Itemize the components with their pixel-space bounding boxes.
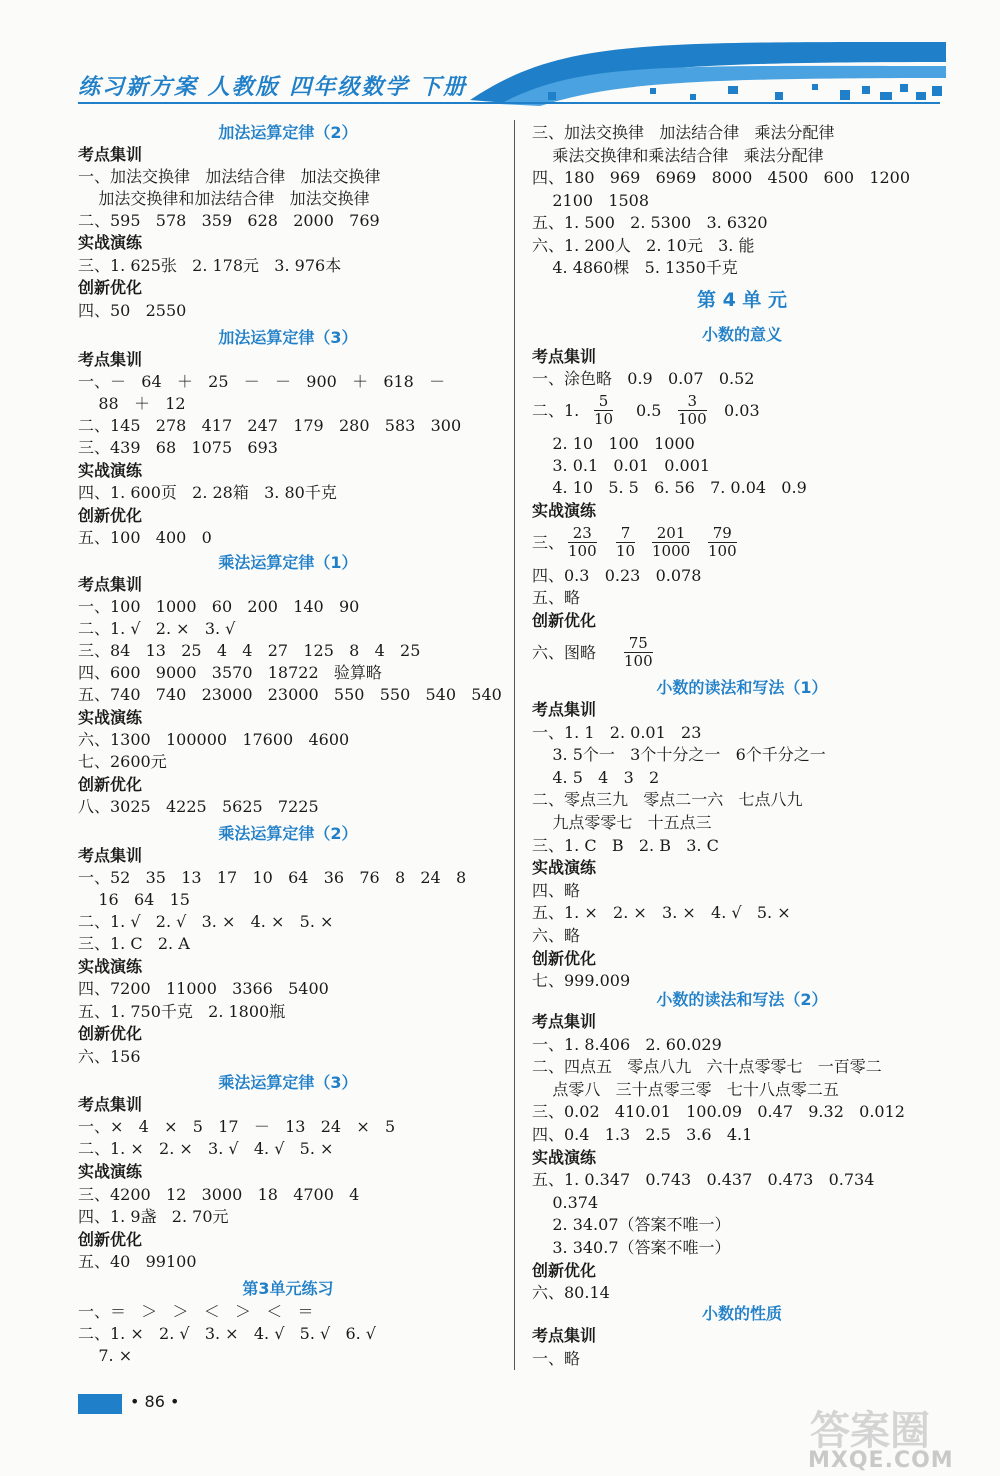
answer-line: 三、439 68 1075 693 — [78, 438, 278, 457]
answer-line: 7. × — [78, 1346, 133, 1365]
answer-line: 四、0.4 1.3 2.5 3.6 4.1 — [532, 1125, 753, 1144]
answer-line: 四、1. 9盏 2. 70元 — [78, 1207, 229, 1226]
section-heading: 小数的意义 — [701, 325, 782, 344]
section-heading: 小数的读法和写法（1） — [656, 678, 828, 697]
answer-line: 二、1. × 2. × 3. √ 4. √ 5. × — [78, 1139, 334, 1158]
section-heading: 乘法运算定律（2） — [218, 824, 358, 843]
answer-line: 3. 0.1 0.01 0.001 — [532, 456, 711, 475]
section-heading: 第3单元练习 — [242, 1279, 334, 1298]
answer-line: 2. 10 100 1000 — [532, 434, 695, 453]
fraction: $\frac{7}{10}$ — [616, 524, 636, 560]
subsection-label: 创新优化 — [532, 1260, 597, 1280]
subsection-label: 创新优化 — [78, 775, 143, 794]
answer-line: 三、1. C B 2. B 3. C — [532, 835, 719, 855]
subsection-label: 实战演练 — [532, 1147, 597, 1167]
column-divider — [514, 120, 515, 1370]
answer-line: 三、1. C 2. A — [78, 934, 190, 953]
answer-line: 六、略 — [532, 926, 581, 945]
answer-line: 五、100 400 0 — [78, 528, 212, 547]
answer-line: 16 64 15 — [78, 890, 190, 909]
answer-line: 四、50 2550 — [78, 301, 187, 320]
page-header — [0, 0, 1000, 118]
subsection-label: 创新优化 — [532, 948, 597, 968]
answer-line: 三、84 13 25 4 4 27 125 8 4 25 — [78, 641, 421, 660]
answer-line: 三、0.02 410.01 100.09 0.47 9.32 0.012 — [532, 1102, 905, 1122]
answer-line: 二、1. √ 2. × 3. √ — [78, 619, 236, 638]
answer-line: 二、四点五 零点八九 六十点零零七 一百零二 — [532, 1057, 882, 1077]
watermark-text: 答案圈 — [810, 1408, 930, 1454]
fraction: $\frac{3}{100}$ — [678, 392, 707, 428]
answer-line: 三、1. 625张 2. 178元 3. 976本 — [78, 256, 342, 275]
subsection-label: 实战演练 — [78, 233, 143, 252]
answer-line: 一、加法交换律 加法结合律 加法交换律 — [78, 167, 381, 186]
answer-line: 二、145 278 417 247 179 280 583 300 — [78, 416, 462, 435]
answer-line: 五、1. 500 2. 5300 3. 6320 — [532, 213, 768, 232]
subsection-label: 实战演练 — [78, 1162, 143, 1181]
answer-line: 七、999.009 — [532, 971, 631, 991]
answer-line: 五、1. 750千克 2. 1800瓶 — [78, 1002, 286, 1021]
subsection-label: 考点集训 — [78, 575, 143, 594]
answer-line: 乘法交换律和乘法结合律 乘法分配律 — [532, 145, 824, 165]
answer-value: 0.5 — [636, 401, 662, 420]
page-number: • 86 • — [130, 1392, 180, 1411]
answer-line: 七、2600元 — [78, 752, 167, 771]
fraction: $\frac{201}{1000}$ — [652, 524, 691, 560]
page-marker — [78, 1394, 122, 1414]
answer-line: 一、＝ ＞ ＞ ＜ ＞ ＜ ＝ — [78, 1302, 314, 1321]
answer-line: 一、1. 1 2. 0.01 23 — [532, 722, 702, 742]
section-heading: 乘法运算定律（1） — [218, 553, 358, 572]
answer-line: 三、加法交换律 加法结合律 乘法分配律 — [532, 123, 835, 142]
answer-line: 88 ＋ 12 — [78, 394, 186, 413]
answer-line: 六、1300 100000 17600 4600 — [78, 730, 350, 749]
answer-line: 3. 340.7（答案不唯一） — [532, 1238, 731, 1257]
answer-line: 四、7200 11000 3366 5400 — [78, 979, 329, 998]
subsection-label: 考点集训 — [78, 350, 143, 369]
answer-line: 五、1. 0.347 0.743 0.437 0.473 0.734 — [532, 1170, 875, 1190]
answer-line: 四、600 9000 3570 18722 验算略 — [78, 663, 382, 682]
section-heading: 加法运算定律（3） — [218, 328, 358, 347]
answer-line: 四、1. 600页 2. 28箱 3. 80千克 — [78, 483, 337, 502]
answer-line: 五、40 99100 — [78, 1252, 197, 1271]
subsection-label: 实战演练 — [78, 461, 143, 480]
answer-line: 三、4200 12 3000 18 4700 4 — [78, 1185, 360, 1204]
fraction: $\frac{79}{100}$ — [708, 524, 737, 560]
answer-line: 2100 1508 — [532, 190, 650, 210]
answer-line: 二、零点三九 零点二一六 七点八九 — [532, 790, 803, 810]
answer-line: 一、略 — [532, 1348, 581, 1368]
section-heading: 小数的读法和写法（2） — [656, 990, 828, 1009]
fraction: $\frac{75}{100}$ — [624, 634, 653, 670]
subsection-label: 创新优化 — [532, 611, 597, 630]
watermark-site: MXQE.COM — [808, 1448, 954, 1473]
answer-line: 五、略 — [532, 588, 581, 607]
fraction: $\frac{5}{10}$ — [594, 392, 614, 428]
subsection-label: 实战演练 — [78, 957, 143, 976]
answer-line: 二、595 578 359 628 2000 769 — [78, 211, 380, 230]
subsection-label: 创新优化 — [78, 506, 143, 525]
subsection-label: 创新优化 — [78, 1024, 143, 1043]
answer-line: 二、1. √ 2. √ 3. × 4. × 5. × — [78, 912, 334, 931]
answer-line: 加法交换律和加法结合律 加法交换律 — [78, 189, 370, 208]
subsection-label: 考点集训 — [532, 347, 597, 366]
header-title: 练习新方案 人教版 四年级数学 下册 — [78, 74, 467, 100]
answer-line: 四、180 969 6969 8000 4500 600 1200 — [532, 168, 911, 187]
section-heading: 乘法运算定律（3） — [218, 1073, 358, 1092]
answer-line: 一、× 4 × 5 17 － 13 24 × 5 — [78, 1117, 396, 1136]
answer-line-prefix: 三、 — [532, 533, 565, 552]
answer-line: 4. 10 5. 5 6. 56 7. 0.04 0.9 — [532, 478, 807, 497]
answer-line: 一、1. 8.406 2. 60.029 — [532, 1034, 722, 1054]
subsection-label: 创新优化 — [78, 278, 143, 297]
section-heading: 小数的性质 — [701, 1304, 782, 1323]
subsection-label: 考点集训 — [532, 1326, 597, 1345]
subsection-label: 实战演练 — [532, 858, 597, 878]
answer-line: 六、80.14 — [532, 1283, 610, 1303]
subsection-label: 考点集训 — [78, 1095, 143, 1114]
answer-line: 4. 4860棵 5. 1350千克 — [532, 258, 738, 277]
answer-line: 2. 34.07（答案不唯一） — [532, 1215, 731, 1235]
section-heading: 加法运算定律（2） — [218, 123, 358, 142]
subsection-label: 考点集训 — [78, 145, 143, 164]
answer-line: 一、涂色略 0.9 0.07 0.52 — [532, 369, 755, 388]
subsection-label: 实战演练 — [532, 501, 597, 520]
subsection-label: 考点集训 — [532, 700, 597, 719]
answer-line: 四、0.3 0.23 0.078 — [532, 566, 702, 585]
answer-line: 点零八 三十点零三零 七十八点零二五 — [532, 1079, 839, 1099]
answer-line: 0.374 — [532, 1192, 599, 1212]
answer-line: 3. 5个一 3个十分之一 6个千分之一 — [532, 745, 826, 765]
subsection-label: 考点集训 — [78, 846, 143, 865]
fraction: $\frac{23}{100}$ — [568, 524, 597, 560]
answer-line-prefix: 六、图略 — [532, 643, 597, 662]
answer-line: 九点零零七 十五点三 — [532, 813, 712, 832]
subsection-label: 考点集训 — [532, 1012, 597, 1031]
answer-line: 八、3025 4225 5625 7225 — [78, 797, 319, 816]
answer-line-prefix: 二、1. — [532, 401, 580, 420]
answer-line: 五、1. × 2. × 3. × 4. √ 5. × — [532, 903, 791, 923]
unit-title: 第 4 单 元 — [696, 289, 788, 311]
answer-line: 一、52 35 13 17 10 64 36 76 8 24 8 — [78, 868, 467, 887]
subsection-label: 创新优化 — [78, 1230, 143, 1249]
answer-line: 一、100 1000 60 200 140 90 — [78, 597, 360, 616]
subsection-label: 实战演练 — [78, 708, 143, 727]
answer-line: 四、略 — [532, 880, 581, 900]
answer-line: 六、1. 200人 2. 10元 3. 能 — [532, 235, 755, 255]
answer-line: 二、1. × 2. √ 3. × 4. √ 5. √ 6. √ — [78, 1324, 376, 1343]
answer-line: 4. 5 4 3 2 — [532, 767, 660, 787]
answer-value: 0.03 — [724, 401, 760, 420]
answer-line: 五、740 740 23000 23000 550 550 540 540 — [78, 685, 502, 704]
answer-line: 一、－ 64 ＋ 25 － － 900 ＋ 618 － — [78, 372, 446, 391]
answer-line: 六、156 — [78, 1047, 141, 1066]
